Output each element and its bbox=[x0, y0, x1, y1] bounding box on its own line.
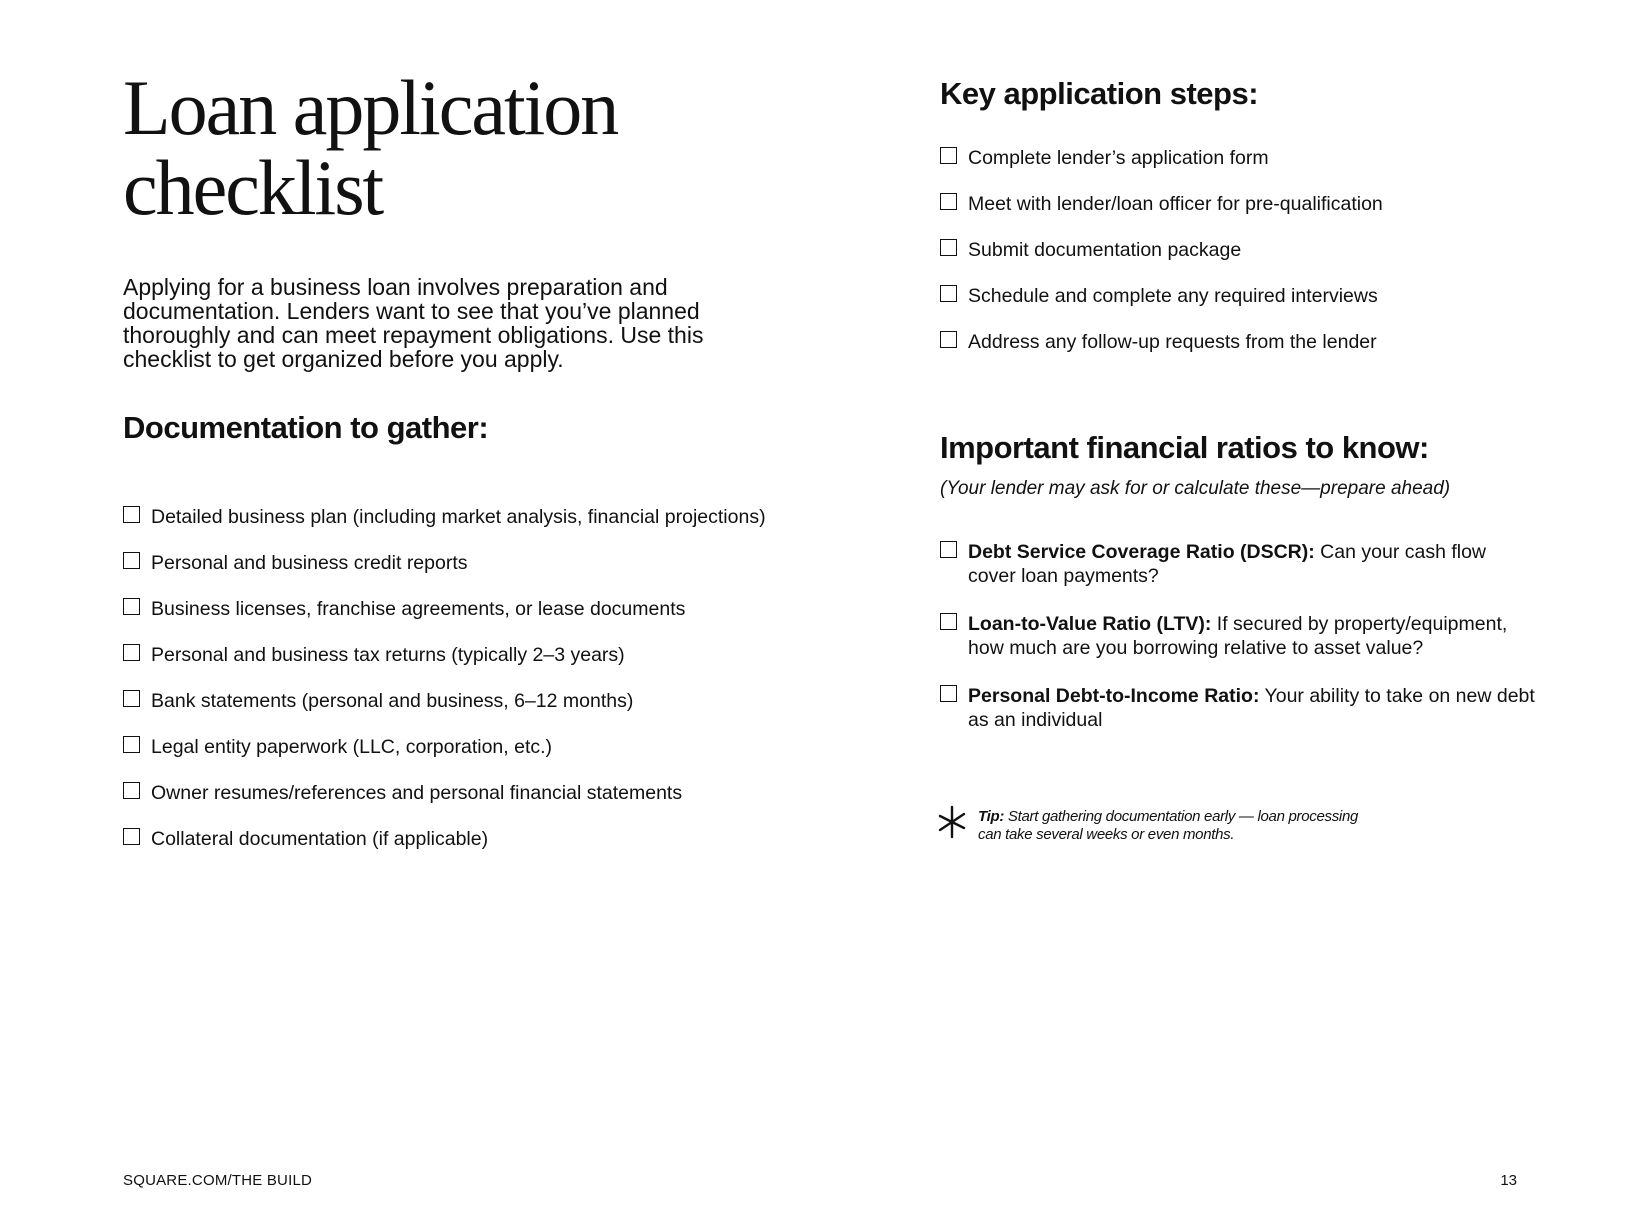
checkbox[interactable] bbox=[123, 736, 140, 753]
list-item bbox=[123, 689, 766, 735]
checkbox[interactable] bbox=[123, 828, 140, 845]
item-label: Personal and business tax returns (typically 2–3 years) bbox=[151, 644, 625, 666]
tip-text bbox=[978, 808, 1360, 844]
intro-paragraph: Applying for a business loan involves preparation and documentation. Lenders want to see that you’ve planned thoroughly and can meet repayment obligations. Use this checklist to get organized before you apply. bbox=[123, 274, 704, 372]
list-item bbox=[940, 684, 1538, 732]
checkbox[interactable] bbox=[940, 613, 957, 630]
steps-checklist bbox=[940, 146, 1383, 376]
ratio-description: If secured by property/equipment, how much are you borrowing relative to asset value? bbox=[968, 613, 1508, 659]
checkbox[interactable] bbox=[940, 331, 957, 348]
checkbox[interactable] bbox=[940, 147, 957, 164]
ratio-term: Loan-to-Value Ratio (LTV): bbox=[968, 613, 1212, 635]
ratios-heading: Important financial ratios to know: bbox=[940, 430, 1429, 465]
list-item bbox=[940, 146, 1383, 192]
list-item bbox=[940, 238, 1383, 284]
ratios-checklist bbox=[940, 540, 1538, 756]
steps-heading: Key application steps: bbox=[940, 76, 1259, 111]
footer-site-link: SQUARE.COM/THE BUILD bbox=[123, 1172, 313, 1189]
list-item bbox=[123, 643, 766, 689]
list-item bbox=[940, 284, 1383, 330]
checkbox[interactable] bbox=[123, 690, 140, 707]
checkbox[interactable] bbox=[940, 541, 957, 558]
item-label: Personal and business credit reports bbox=[151, 552, 468, 574]
list-item bbox=[123, 597, 766, 643]
item-label: Complete lender’s application form bbox=[968, 147, 1269, 169]
list-item bbox=[123, 781, 766, 827]
item-label: Collateral documentation (if applicable) bbox=[151, 828, 489, 850]
item-label: Owner resumes/references and personal financial statements bbox=[151, 782, 683, 804]
item-label: Legal entity paperwork (LLC, corporation, etc.) bbox=[151, 736, 553, 758]
tip-body: Start gathering documentation early — loan processing can take several weeks or even months. bbox=[978, 808, 1359, 843]
list-item bbox=[123, 551, 766, 597]
checkbox[interactable] bbox=[940, 239, 957, 256]
tip-label: Tip: bbox=[978, 808, 1005, 825]
checkbox[interactable] bbox=[123, 552, 140, 569]
documentation-checklist bbox=[123, 505, 766, 873]
checkbox[interactable] bbox=[123, 506, 140, 523]
list-item bbox=[123, 827, 766, 873]
ratio-term: Debt Service Coverage Ratio (DSCR): bbox=[968, 541, 1315, 563]
list-item bbox=[940, 330, 1383, 376]
asterisk-icon bbox=[936, 804, 968, 840]
item-label: Bank statements (personal and business, 6–12 months) bbox=[151, 690, 634, 712]
list-item bbox=[940, 540, 1538, 588]
list-item bbox=[940, 192, 1383, 238]
checkbox[interactable] bbox=[123, 644, 140, 661]
list-item bbox=[940, 612, 1538, 660]
checkbox[interactable] bbox=[123, 598, 140, 615]
page-title bbox=[123, 64, 823, 231]
item-label: Address any follow-up requests from the lender bbox=[968, 331, 1377, 353]
checkbox[interactable] bbox=[940, 193, 957, 210]
ratio-term: Personal Debt-to-Income Ratio: bbox=[968, 685, 1260, 707]
item-label: Schedule and complete any required interviews bbox=[968, 285, 1378, 307]
list-item bbox=[123, 735, 766, 781]
checkbox[interactable] bbox=[940, 285, 957, 302]
item-label: Detailed business plan (including market analysis, financial projections) bbox=[151, 506, 766, 528]
tip-callout bbox=[940, 808, 1360, 844]
checkbox[interactable] bbox=[123, 782, 140, 799]
title-line-1: Loan application bbox=[123, 64, 618, 151]
ratio-description: Your ability to take on new debt as an individual bbox=[968, 685, 1535, 731]
ratios-subnote: (Your lender may ask for or calculate these—prepare ahead) bbox=[940, 478, 1451, 499]
item-label: Submit documentation package bbox=[968, 239, 1242, 261]
title-line-2: checklist bbox=[123, 144, 383, 231]
page-number: 13 bbox=[1500, 1172, 1517, 1189]
item-label: Business licenses, franchise agreements, or lease documents bbox=[151, 598, 686, 620]
checkbox[interactable] bbox=[940, 685, 957, 702]
ratio-description: Can your cash flow cover loan payments? bbox=[968, 541, 1487, 587]
list-item bbox=[123, 505, 766, 551]
documentation-heading: Documentation to gather: bbox=[123, 410, 489, 445]
item-label: Meet with lender/loan officer for pre-qualification bbox=[968, 193, 1383, 215]
